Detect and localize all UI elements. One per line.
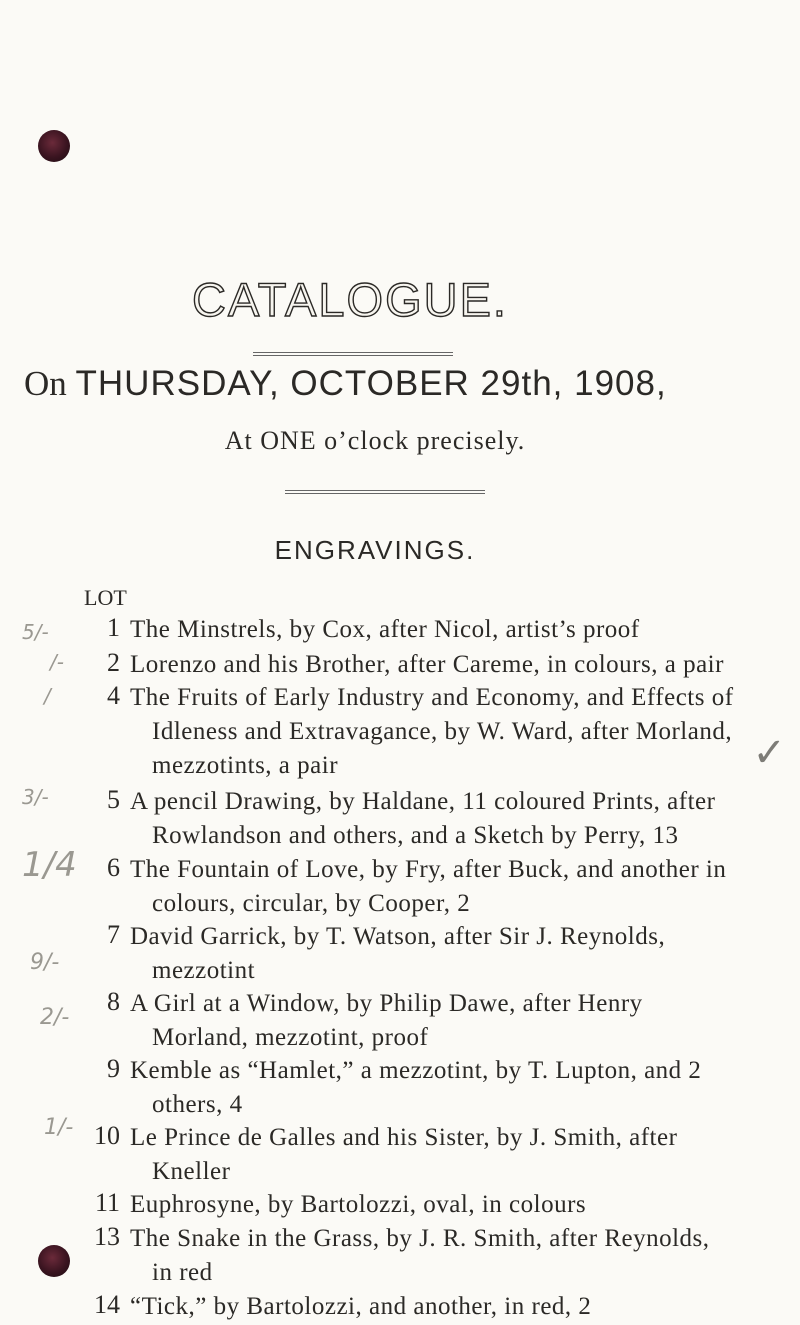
lot-description xyxy=(130,853,740,921)
lot-number: 6 xyxy=(107,853,120,882)
lot-number: 7 xyxy=(107,920,120,949)
binding-hole-top xyxy=(38,130,70,162)
lot-description xyxy=(130,1290,740,1324)
lot-description-line: Morland, mezzotint, proof xyxy=(152,1024,429,1051)
lot-description xyxy=(130,785,740,853)
lot-description xyxy=(130,920,740,988)
lot-description-line: mezzotints, a pair xyxy=(152,752,339,779)
lot-description xyxy=(130,1121,740,1189)
pencil-mark: /- xyxy=(50,650,64,674)
lot-number: 13 xyxy=(94,1222,120,1251)
date-on: On xyxy=(24,364,67,403)
lot-number: 9 xyxy=(107,1054,120,1083)
lot-number: 5 xyxy=(107,785,120,814)
title-rule xyxy=(253,352,453,353)
lot-description-line: Euphrosyne, by Bartolozzi, oval, in colours xyxy=(130,1191,587,1218)
lot-description xyxy=(130,1222,740,1290)
lot-description xyxy=(130,987,740,1055)
sale-date xyxy=(24,364,667,404)
lot-description-line: The Snake in the Grass, by J. R. Smith, after Reynolds, xyxy=(130,1225,710,1252)
pencil-mark: 1/- xyxy=(44,1115,74,1140)
lot-description xyxy=(130,613,740,647)
lot-number: 1 xyxy=(107,613,120,642)
section-heading: ENGRAVINGS. xyxy=(274,535,476,565)
time-rule xyxy=(285,490,485,491)
lot-description xyxy=(130,681,740,783)
lot-description-line: The Fruits of Early Industry and Economy, and Effects of xyxy=(130,684,734,711)
lot-description-line: Idleness and Extravagance, by W. Ward, after Morland, xyxy=(152,718,733,745)
pencil-mark: 9/- xyxy=(30,950,60,975)
lot-description-line: “Tick,” by Bartolozzi, and another, in red, 2 xyxy=(130,1293,592,1320)
lot-number: 14 xyxy=(94,1290,120,1319)
lot-column-header: LOT xyxy=(84,585,127,610)
lot-number: 10 xyxy=(94,1121,120,1150)
lot-description-line: mezzotint xyxy=(152,957,256,984)
lot-description-line: The Fountain of Love, by Fry, after Buck, and another in xyxy=(130,856,727,883)
date-rest: THURSDAY, OCTOBER 29th, 1908, xyxy=(75,364,667,403)
lot-description xyxy=(130,1054,740,1122)
pencil-mark: 2/- xyxy=(40,1005,70,1030)
lot-description-line: Le Prince de Galles and his Sister, by J. Smith, after xyxy=(130,1124,678,1151)
lot-description-line: The Minstrels, by Cox, after Nicol, artist’s proof xyxy=(130,616,640,643)
lot-description-line: colours, circular, by Cooper, 2 xyxy=(152,890,471,917)
lot-description-line: Lorenzo and his Brother, after Careme, in colours, a pair xyxy=(130,651,724,678)
lot-description-line: A pencil Drawing, by Haldane, 11 coloured Prints, after xyxy=(130,788,716,815)
pencil-mark: 5/- xyxy=(22,620,49,644)
lot-description-line: A Girl at a Window, by Philip Dawe, after Henry xyxy=(130,990,643,1017)
lot-description-line: in red xyxy=(152,1259,213,1286)
lot-description xyxy=(130,648,740,682)
lot-description-line: Kemble as “Hamlet,” a mezzotint, by T. Lupton, and 2 xyxy=(130,1057,702,1084)
lot-description-line: others, 4 xyxy=(152,1091,243,1118)
lot-description-line: Kneller xyxy=(152,1158,231,1185)
lot-number: 11 xyxy=(94,1188,120,1217)
catalogue-title: CATALOGUE. xyxy=(192,273,508,326)
lot-description-line: David Garrick, by T. Watson, after Sir J. Reynolds, xyxy=(130,923,666,950)
pencil-mark: / xyxy=(44,684,51,708)
checkmark-icon: ✓ xyxy=(752,730,786,776)
sale-time: At ONE o’clock precisely. xyxy=(224,426,526,455)
lot-number: 4 xyxy=(107,681,120,710)
lot-description xyxy=(130,1188,740,1222)
pencil-mark: 1/4 xyxy=(22,845,77,885)
lot-number: 8 xyxy=(107,987,120,1016)
lot-description-line: Rowlandson and others, and a Sketch by Perry, 13 xyxy=(152,822,679,849)
lot-number: 2 xyxy=(107,648,120,677)
pencil-mark: 3/- xyxy=(22,785,49,809)
